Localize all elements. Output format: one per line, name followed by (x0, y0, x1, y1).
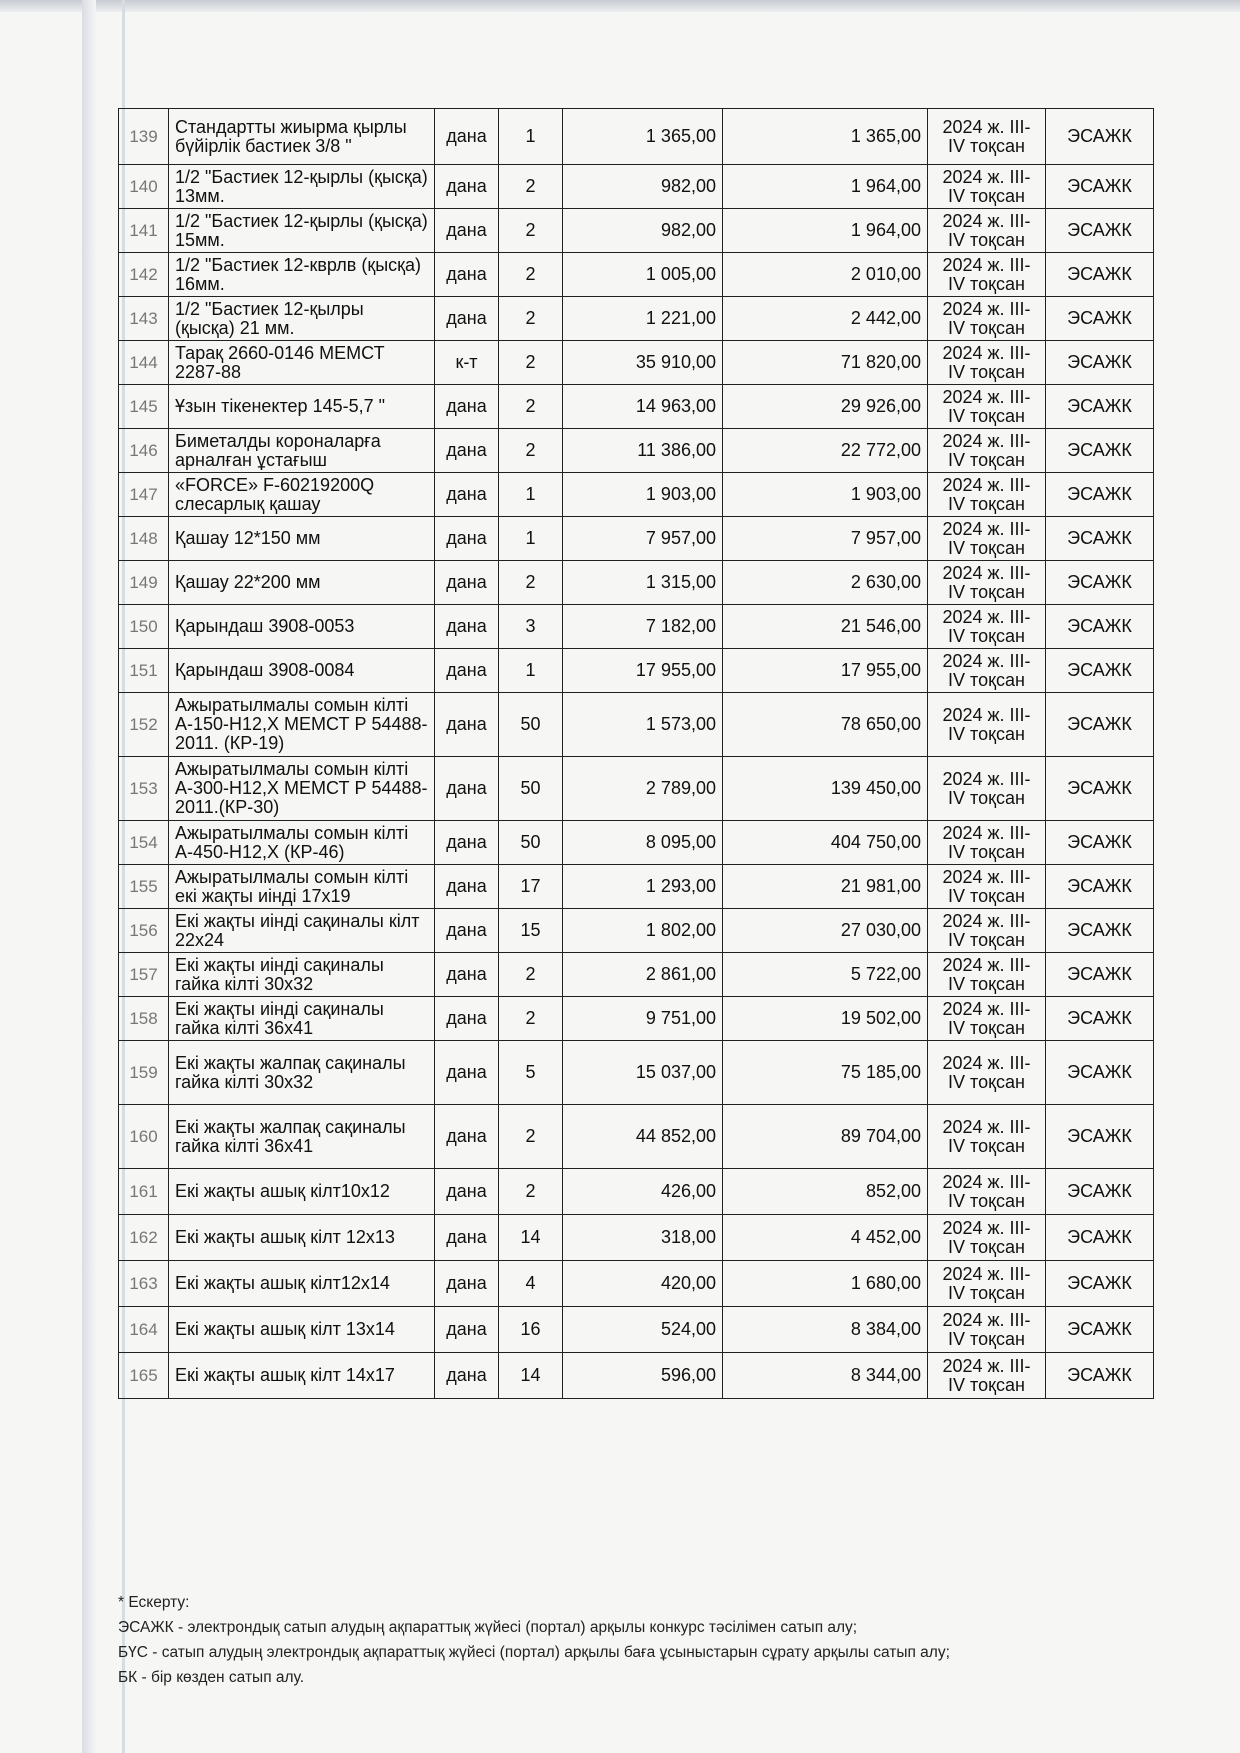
procurement-method-cell: ЭСАЖК (1046, 297, 1154, 341)
table-body (119, 109, 1154, 1399)
unit-price-cell: 982,00 (563, 209, 723, 253)
row-number-cell: 162 (119, 1215, 169, 1261)
row-number-cell: 156 (119, 909, 169, 953)
unit-cell: дана (435, 253, 499, 297)
scan-top-edge (0, 0, 1240, 12)
table-row (119, 1261, 1154, 1307)
procurement-method-cell: ЭСАЖК (1046, 341, 1154, 385)
quantity-cell: 1 (499, 109, 563, 165)
item-name-cell: 1/2 "Бастиек 12-қырлы (қысқа) 15мм. (169, 209, 435, 253)
quantity-cell: 2 (499, 429, 563, 473)
unit-price-cell: 596,00 (563, 1353, 723, 1399)
period-cell: 2024 ж. III-IV тоқсан (928, 429, 1046, 473)
table-row (119, 517, 1154, 561)
procurement-method-cell: ЭСАЖК (1046, 997, 1154, 1041)
period-cell: 2024 ж. III-IV тоқсан (928, 209, 1046, 253)
procurement-method-cell: ЭСАЖК (1046, 385, 1154, 429)
unit-cell: дана (435, 1041, 499, 1105)
procurement-method-cell: ЭСАЖК (1046, 1169, 1154, 1215)
unit-price-cell: 15 037,00 (563, 1041, 723, 1105)
unit-cell: к-т (435, 341, 499, 385)
unit-cell: дана (435, 473, 499, 517)
quantity-cell: 1 (499, 649, 563, 693)
procurement-method-cell: ЭСАЖК (1046, 473, 1154, 517)
table-row (119, 1105, 1154, 1169)
total-sum-cell: 1 365,00 (723, 109, 928, 165)
table-row (119, 1307, 1154, 1353)
unit-price-cell: 44 852,00 (563, 1105, 723, 1169)
table-row (119, 385, 1154, 429)
procurement-method-cell: ЭСАЖК (1046, 429, 1154, 473)
item-name-cell: Қарындаш 3908-0053 (169, 605, 435, 649)
footnote (118, 1590, 1218, 1690)
row-number-cell: 159 (119, 1041, 169, 1105)
unit-cell: дана (435, 109, 499, 165)
item-name-cell: Екі жақты жалпақ сақиналы гайка кілті 30х32 (169, 1041, 435, 1105)
row-number-cell: 140 (119, 165, 169, 209)
item-name-cell: Ажыратылмалы сомын кілті А-450-Н12,Х (КР-46) (169, 821, 435, 865)
unit-price-cell: 2 789,00 (563, 757, 723, 821)
total-sum-cell: 1 964,00 (723, 165, 928, 209)
total-sum-cell: 7 957,00 (723, 517, 928, 561)
row-number-cell: 148 (119, 517, 169, 561)
quantity-cell: 17 (499, 865, 563, 909)
total-sum-cell: 2 010,00 (723, 253, 928, 297)
quantity-cell: 50 (499, 821, 563, 865)
total-sum-cell: 19 502,00 (723, 997, 928, 1041)
unit-price-cell: 1 802,00 (563, 909, 723, 953)
procurement-method-cell: ЭСАЖК (1046, 165, 1154, 209)
procurement-method-cell: ЭСАЖК (1046, 649, 1154, 693)
unit-cell: дана (435, 1307, 499, 1353)
total-sum-cell: 17 955,00 (723, 649, 928, 693)
row-number-cell: 150 (119, 605, 169, 649)
procurement-method-cell: ЭСАЖК (1046, 605, 1154, 649)
period-cell: 2024 ж. III-IV тоқсан (928, 1353, 1046, 1399)
item-name-cell: 1/2 "Бастиек 12-қылры (қысқа) 21 мм. (169, 297, 435, 341)
item-name-cell: Екі жақты жалпақ сақиналы гайка кілті 36х41 (169, 1105, 435, 1169)
item-name-cell: Стандартты жиырма қырлы бүйірлік бастиек 3/8 " (169, 109, 435, 165)
period-cell: 2024 ж. III-IV тоқсан (928, 1215, 1046, 1261)
period-cell: 2024 ж. III-IV тоқсан (928, 605, 1046, 649)
total-sum-cell: 1 964,00 (723, 209, 928, 253)
unit-price-cell: 1 005,00 (563, 253, 723, 297)
quantity-cell: 2 (499, 253, 563, 297)
row-number-cell: 163 (119, 1261, 169, 1307)
table-row (119, 997, 1154, 1041)
period-cell: 2024 ж. III-IV тоқсан (928, 821, 1046, 865)
unit-price-cell: 524,00 (563, 1307, 723, 1353)
item-name-cell: Екі жақты ашық кілт 13х14 (169, 1307, 435, 1353)
unit-price-cell: 2 861,00 (563, 953, 723, 997)
table-row (119, 1353, 1154, 1399)
table-row (119, 109, 1154, 165)
footnote-line-bk: БК - бір көзден сатып алу. (118, 1669, 305, 1686)
period-cell: 2024 ж. III-IV тоқсан (928, 909, 1046, 953)
procurement-method-cell: ЭСАЖК (1046, 1261, 1154, 1307)
item-name-cell: Ұзын тікенектер 145-5,7 " (169, 385, 435, 429)
procurement-method-cell: ЭСАЖК (1046, 1353, 1154, 1399)
table-row (119, 649, 1154, 693)
procurement-method-cell: ЭСАЖК (1046, 953, 1154, 997)
unit-cell: дана (435, 605, 499, 649)
procurement-method-cell: ЭСАЖК (1046, 561, 1154, 605)
item-name-cell: Екі жақты иінді сақиналы кілт 22х24 (169, 909, 435, 953)
row-number-cell: 160 (119, 1105, 169, 1169)
procurement-method-cell: ЭСАЖК (1046, 757, 1154, 821)
unit-cell: дана (435, 953, 499, 997)
row-number-cell: 161 (119, 1169, 169, 1215)
table-row (119, 297, 1154, 341)
item-name-cell: Екі жақты иінді сақиналы гайка кілті 30х32 (169, 953, 435, 997)
unit-price-cell: 1 293,00 (563, 865, 723, 909)
unit-price-cell: 982,00 (563, 165, 723, 209)
unit-price-cell: 35 910,00 (563, 341, 723, 385)
total-sum-cell: 5 722,00 (723, 953, 928, 997)
unit-cell: дана (435, 429, 499, 473)
table-row (119, 341, 1154, 385)
unit-cell: дана (435, 693, 499, 757)
unit-price-cell: 9 751,00 (563, 997, 723, 1041)
row-number-cell: 157 (119, 953, 169, 997)
quantity-cell: 16 (499, 1307, 563, 1353)
unit-price-cell: 1 903,00 (563, 473, 723, 517)
row-number-cell: 149 (119, 561, 169, 605)
total-sum-cell: 2 442,00 (723, 297, 928, 341)
total-sum-cell: 2 630,00 (723, 561, 928, 605)
procurement-method-cell: ЭСАЖК (1046, 109, 1154, 165)
unit-price-cell: 1 365,00 (563, 109, 723, 165)
quantity-cell: 1 (499, 473, 563, 517)
quantity-cell: 2 (499, 341, 563, 385)
row-number-cell: 165 (119, 1353, 169, 1399)
period-cell: 2024 ж. III-IV тоқсан (928, 1307, 1046, 1353)
procurement-method-cell: ЭСАЖК (1046, 1041, 1154, 1105)
period-cell: 2024 ж. III-IV тоқсан (928, 649, 1046, 693)
period-cell: 2024 ж. III-IV тоқсан (928, 341, 1046, 385)
period-cell: 2024 ж. III-IV тоқсан (928, 1105, 1046, 1169)
unit-price-cell: 17 955,00 (563, 649, 723, 693)
row-number-cell: 147 (119, 473, 169, 517)
unit-cell: дана (435, 1261, 499, 1307)
procurement-method-cell: ЭСАЖК (1046, 253, 1154, 297)
quantity-cell: 2 (499, 385, 563, 429)
row-number-cell: 146 (119, 429, 169, 473)
row-number-cell: 154 (119, 821, 169, 865)
period-cell: 2024 ж. III-IV тоқсан (928, 1261, 1046, 1307)
footnote-line-bus: БҮС - сатып алудың электрондық ақпараттық жүйесі (портал) арқылы баға ұсыныстарын сұрату арқылы сатып алу; (118, 1644, 950, 1661)
total-sum-cell: 1 903,00 (723, 473, 928, 517)
row-number-cell: 155 (119, 865, 169, 909)
footnote-title: * Ескерту: (118, 1594, 190, 1611)
table-row (119, 953, 1154, 997)
unit-cell: дана (435, 209, 499, 253)
quantity-cell: 14 (499, 1353, 563, 1399)
table-row (119, 209, 1154, 253)
total-sum-cell: 404 750,00 (723, 821, 928, 865)
quantity-cell: 1 (499, 517, 563, 561)
item-name-cell: Ажыратылмалы сомын кілті А-300-Н12,Х МЕМСТ Р 54488-2011.(КР-30) (169, 757, 435, 821)
period-cell: 2024 ж. III-IV тоқсан (928, 865, 1046, 909)
quantity-cell: 2 (499, 997, 563, 1041)
unit-cell: дана (435, 1215, 499, 1261)
item-name-cell: Екі жақты иінді сақиналы гайка кілті 36х41 (169, 997, 435, 1041)
quantity-cell: 50 (499, 757, 563, 821)
total-sum-cell: 78 650,00 (723, 693, 928, 757)
row-number-cell: 145 (119, 385, 169, 429)
table-row (119, 1041, 1154, 1105)
item-name-cell: Ажыратылмалы сомын кілті А-150-Н12,Х МЕМСТ Р 54488-2011. (КР-19) (169, 693, 435, 757)
total-sum-cell: 27 030,00 (723, 909, 928, 953)
unit-cell: дана (435, 297, 499, 341)
total-sum-cell: 4 452,00 (723, 1215, 928, 1261)
row-number-cell: 158 (119, 997, 169, 1041)
item-name-cell: Биметалды короналарға арналған ұстағыш (169, 429, 435, 473)
table-row (119, 605, 1154, 649)
quantity-cell: 2 (499, 561, 563, 605)
row-number-cell: 141 (119, 209, 169, 253)
unit-price-cell: 7 957,00 (563, 517, 723, 561)
unit-cell: дана (435, 997, 499, 1041)
unit-price-cell: 426,00 (563, 1169, 723, 1215)
item-name-cell: 1/2 "Бастиек 12-кврлв (қысқа) 16мм. (169, 253, 435, 297)
period-cell: 2024 ж. III-IV тоқсан (928, 473, 1046, 517)
unit-price-cell: 8 095,00 (563, 821, 723, 865)
period-cell: 2024 ж. III-IV тоқсан (928, 1041, 1046, 1105)
quantity-cell: 2 (499, 165, 563, 209)
quantity-cell: 2 (499, 1105, 563, 1169)
row-number-cell: 142 (119, 253, 169, 297)
total-sum-cell: 29 926,00 (723, 385, 928, 429)
item-name-cell: Екі жақты ашық кілт 12х13 (169, 1215, 435, 1261)
total-sum-cell: 8 344,00 (723, 1353, 928, 1399)
unit-price-cell: 11 386,00 (563, 429, 723, 473)
table-row (119, 473, 1154, 517)
period-cell: 2024 ж. III-IV тоқсан (928, 517, 1046, 561)
row-number-cell: 151 (119, 649, 169, 693)
period-cell: 2024 ж. III-IV тоқсан (928, 953, 1046, 997)
unit-cell: дана (435, 1105, 499, 1169)
unit-cell: дана (435, 1169, 499, 1215)
total-sum-cell: 852,00 (723, 1169, 928, 1215)
item-name-cell: Екі жақты ашық кілт 14х17 (169, 1353, 435, 1399)
quantity-cell: 15 (499, 909, 563, 953)
quantity-cell: 2 (499, 1169, 563, 1215)
item-name-cell: Екі жақты ашық кілт10х12 (169, 1169, 435, 1215)
total-sum-cell: 21 981,00 (723, 865, 928, 909)
period-cell: 2024 ж. III-IV тоқсан (928, 109, 1046, 165)
unit-cell: дана (435, 757, 499, 821)
unit-price-cell: 14 963,00 (563, 385, 723, 429)
unit-cell: дана (435, 909, 499, 953)
row-number-cell: 153 (119, 757, 169, 821)
unit-cell: дана (435, 561, 499, 605)
item-name-cell: Қашау 12*150 мм (169, 517, 435, 561)
total-sum-cell: 22 772,00 (723, 429, 928, 473)
procurement-method-cell: ЭСАЖК (1046, 821, 1154, 865)
table-row (119, 561, 1154, 605)
procurement-method-cell: ЭСАЖК (1046, 1307, 1154, 1353)
total-sum-cell: 139 450,00 (723, 757, 928, 821)
unit-cell: дана (435, 865, 499, 909)
row-number-cell: 152 (119, 693, 169, 757)
unit-price-cell: 7 182,00 (563, 605, 723, 649)
procurement-method-cell: ЭСАЖК (1046, 1215, 1154, 1261)
period-cell: 2024 ж. III-IV тоқсан (928, 561, 1046, 605)
unit-cell: дана (435, 649, 499, 693)
item-name-cell: Қарындаш 3908-0084 (169, 649, 435, 693)
quantity-cell: 2 (499, 953, 563, 997)
procurement-method-cell: ЭСАЖК (1046, 1105, 1154, 1169)
period-cell: 2024 ж. III-IV тоқсан (928, 1169, 1046, 1215)
quantity-cell: 5 (499, 1041, 563, 1105)
item-name-cell: «FORCE» F-60219200Q слесарлық қашау (169, 473, 435, 517)
unit-cell: дана (435, 821, 499, 865)
total-sum-cell: 21 546,00 (723, 605, 928, 649)
table-row (119, 693, 1154, 757)
table-row (119, 253, 1154, 297)
period-cell: 2024 ж. III-IV тоқсан (928, 297, 1046, 341)
table-row (119, 757, 1154, 821)
procurement-method-cell: ЭСАЖК (1046, 209, 1154, 253)
quantity-cell: 4 (499, 1261, 563, 1307)
unit-price-cell: 420,00 (563, 1261, 723, 1307)
table-row (119, 429, 1154, 473)
unit-price-cell: 1 221,00 (563, 297, 723, 341)
unit-price-cell: 1 573,00 (563, 693, 723, 757)
quantity-cell: 3 (499, 605, 563, 649)
table-row (119, 1169, 1154, 1215)
row-number-cell: 139 (119, 109, 169, 165)
procurement-method-cell: ЭСАЖК (1046, 693, 1154, 757)
unit-cell: дана (435, 1353, 499, 1399)
total-sum-cell: 1 680,00 (723, 1261, 928, 1307)
quantity-cell: 2 (499, 297, 563, 341)
scan-left-edge (82, 0, 96, 1753)
period-cell: 2024 ж. III-IV тоқсан (928, 693, 1046, 757)
period-cell: 2024 ж. III-IV тоқсан (928, 997, 1046, 1041)
total-sum-cell: 75 185,00 (723, 1041, 928, 1105)
quantity-cell: 50 (499, 693, 563, 757)
row-number-cell: 164 (119, 1307, 169, 1353)
period-cell: 2024 ж. III-IV тоқсан (928, 165, 1046, 209)
quantity-cell: 2 (499, 209, 563, 253)
quantity-cell: 14 (499, 1215, 563, 1261)
table-row (119, 1215, 1154, 1261)
total-sum-cell: 89 704,00 (723, 1105, 928, 1169)
procurement-method-cell: ЭСАЖК (1046, 909, 1154, 953)
period-cell: 2024 ж. III-IV тоқсан (928, 757, 1046, 821)
period-cell: 2024 ж. III-IV тоқсан (928, 385, 1046, 429)
row-number-cell: 144 (119, 341, 169, 385)
item-name-cell: Ажыратылмалы сомын кілті екі жақты иінді 17х19 (169, 865, 435, 909)
table-row (119, 821, 1154, 865)
procurement-table (118, 108, 1154, 1399)
unit-cell: дана (435, 165, 499, 209)
footnote-line-esazhk: ЭСАЖК - электрондық сатып алудың ақпараттық жүйесі (портал) арқылы конкурс тәсілімен сатып алу; (118, 1619, 858, 1636)
total-sum-cell: 71 820,00 (723, 341, 928, 385)
table-row (119, 865, 1154, 909)
table-row (119, 909, 1154, 953)
unit-cell: дана (435, 385, 499, 429)
item-name-cell: Екі жақты ашық кілт12х14 (169, 1261, 435, 1307)
total-sum-cell: 8 384,00 (723, 1307, 928, 1353)
item-name-cell: 1/2 "Бастиек 12-қырлы (қысқа) 13мм. (169, 165, 435, 209)
row-number-cell: 143 (119, 297, 169, 341)
unit-cell: дана (435, 517, 499, 561)
procurement-method-cell: ЭСАЖК (1046, 517, 1154, 561)
period-cell: 2024 ж. III-IV тоқсан (928, 253, 1046, 297)
item-name-cell: Қашау 22*200 мм (169, 561, 435, 605)
unit-price-cell: 1 315,00 (563, 561, 723, 605)
procurement-method-cell: ЭСАЖК (1046, 865, 1154, 909)
unit-price-cell: 318,00 (563, 1215, 723, 1261)
table-row (119, 165, 1154, 209)
item-name-cell: Тарақ 2660-0146 МЕМСТ 2287-88 (169, 341, 435, 385)
